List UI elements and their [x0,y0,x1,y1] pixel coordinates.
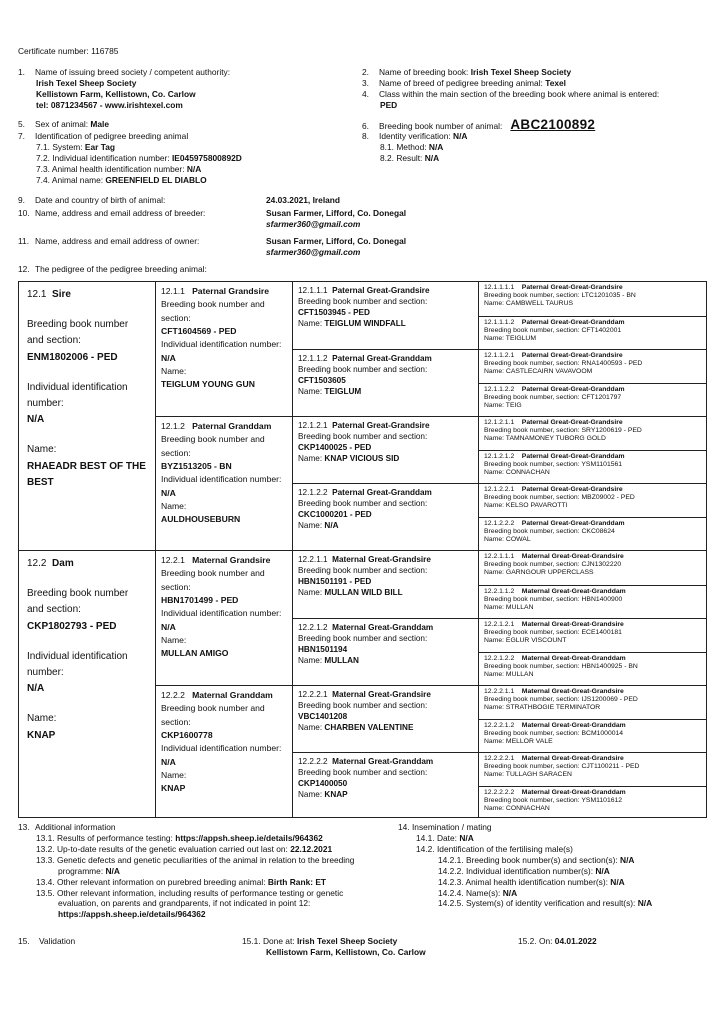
great-great-grandparent-cell: 12.2.1.1.2 Maternal Great-Great-Granddam Breeding book number, section: HBN1400900 Name: MULLAN [479,585,707,619]
great-great-grandparent-cell: 12.1.1.1.2 Paternal Great-Great-Granddam Breeding book number, section: CFT1402001 Name: TEIGLUM [479,316,707,350]
performance-testing-link: https://appsh.sheep.ie/details/964362 [175,832,323,843]
great-great-grandparent-cell: 12.1.1.1.1 Paternal Great-Great-Grandsire Breeding book number, section: LTC1201035 - BN Name: CAMBWELL TAURUS [484,284,636,308]
great-great-grandparent-cell: 12.2.1.2.1 Maternal Great-Great-Grandsire Breeding book number, section: ECE1400181 Name: EGLUR VISCOUNT [479,618,707,652]
great-grandparent-cell: 12.2.2.1 Maternal Great-Grandsire Breeding book number and section: VBC1401208 Name: CHARBEN VALENTINE [293,685,478,752]
pedigree-table [18,281,707,818]
class-section: 4. Class within the main section of the breeding book where animal is entered: [362,88,660,99]
great-grandparents-maternal [293,551,479,818]
sire-cell: 12.1 Sire Breeding book number and section: ENM1802006 - PED Individual identification number: N/A Name: RHAEADR BEST OF THE BEST [19,282,156,550]
animal-book-number: ABC2100892 [510,117,596,132]
grandparent-cell: 12.1.2 Paternal Granddam Breeding book number and section: BYZ1513205 - BN Individual identification number: N/A Name: AULDHOUSEBURN [156,416,292,550]
section-1: 1. Name of issuing breed society / competent authority: Irish Texel Sheep Society Kellistown Farm, Kellistown, Co. Carlow tel: 0871234567 - www.irishtexel.com [18,67,231,110]
owner-label: 11. Name, address and email address of owner: [18,236,200,246]
society-contact: tel: 0871234567 - www.irishtexel.com [36,99,183,110]
great-grandparent-cell: 12.1.1.2 Paternal Great-Granddam Breeding book number and section: CFT1503605 Name: TEIGLUM [293,349,478,416]
great-great-grandparents-maternal [479,551,707,818]
great-grandparent-cell: 12.1.1.1 Paternal Great-Grandsire Breeding book number and section: CFT1503945 - PED Name: TEIGLUM WINDFALL [298,286,430,329]
date-of-birth-value: 24.03.2021, Ireland [266,195,341,205]
validation-label: 15. Validation [18,936,76,946]
great-grandparent-cell: 12.1.2.2 Paternal Great-Granddam Breeding book number and section: CKC1000201 - PED Name: N/A [293,483,478,550]
great-great-grandparents-paternal [479,282,707,550]
certificate-number-value: 116785 [91,46,119,56]
section-8-verification: 8. Identity verification: N/A 8.1. Method: N/A 8.2. Result: N/A [362,131,468,163]
validation-date: 15.2. On: 04.01.2022 [518,936,597,946]
section-14-insemination: 14. Insemination / mating 14.1. Date: N/A 14.2. Identification of the fertilising male(s) 14.2.1. Breeding book number(s) and section(s): N/A 14.2.2. Individual identification number(s): N/A 14.2.3. Animal health identification number(s): N/A 14.2.4. Name(s): N/A 14.2.5. System(s) of identity verification and result(s): N/A [398,822,653,909]
great-great-grandparent-cell: 12.2.2.1.2 Maternal Great-Great-Granddam Breeding book number, section: BCM1000014 Name: MELLOR VALE [479,719,707,753]
breed-name: 3. Name of breed of pedigree breeding animal: Texel [362,77,567,88]
great-great-grandparent-cell: 12.2.1.2.2 Maternal Great-Great-Granddam Breeding book number, section: HBN1400925 - BN Name: MULLAN [479,652,707,686]
great-grandparent-cell: 12.2.2.2 Maternal Great-Granddam Breeding book number and section: CKP1400050 Name: KNAP [293,752,478,819]
section-2-4: 2. Name of breeding book: Irish Texel Sheep Society 3. Name of breed of pedigree breeding animal: Texel 4. Class within the main section of the breeding book where animal is entered: PED [362,67,707,111]
breeder-label: 10. Name, address and email address of breeder: [18,208,206,218]
breeding-book-number: 6. Breeding book number of animal: ABC2100892 [362,117,596,132]
dam-cell: 12.2 Dam Breeding book number and section: CKP1802793 - PED Individual identification number: N/A Name: KNAP [19,551,156,818]
grandparent-cell: 12.1.1 Paternal Grandsire Breeding book number and section: CFT1604569 - PED Individual identification number: N/A Name: TEIGLUM YOUNG GUN [161,286,282,390]
great-great-grandparent-cell: 12.1.2.1.2 Paternal Great-Great-Granddam Breeding book number, section: YSM1101561 Name: CONNACHAN [479,450,707,484]
society-name: Irish Texel Sheep Society [36,77,137,88]
great-great-grandparent-cell: 12.2.2.2.2 Maternal Great-Great-Granddam Breeding book number, section: YSM1101612 Name: CONNACHAN [479,786,707,820]
great-great-grandparent-cell: 12.1.2.2.1 Paternal Great-Great-Grandsire Breeding book number, section: MBZ09002 - PED Name: KELSO PAVAROTTI [479,483,707,517]
great-great-grandparent-cell: 12.1.2.2.2 Paternal Great-Great-Granddam Breeding book number, section: CKC08624 Name: COWAL [479,517,707,551]
date-of-birth-label: 9. Date and country of birth of animal: [18,195,166,205]
society-address: Kellistown Farm, Kellistown, Co. Carlow [36,88,196,99]
dam-side [19,550,706,818]
great-great-grandparent-cell: 12.2.2.1.1 Maternal Great-Great-Grandsire Breeding book number, section: IJS1200069 - PED Name: STRATHBOGIE TERMINATOR [479,685,707,719]
great-great-grandparent-cell: 12.1.2.1.1 Paternal Great-Great-Grandsire Breeding book number, section: SRY1200619 - PED Name: TAMNAMONEY TUBORG GOLD [479,416,707,450]
great-grandparent-cell: 12.1.2.1 Paternal Great-Grandsire Breeding book number and section: CKP1400025 - PED Name: KNAP VICIOUS SID [293,416,478,483]
grandparents-paternal [156,282,293,550]
great-grandparents-paternal [293,282,479,550]
great-great-grandparent-cell: 12.2.2.2.1 Maternal Great-Great-Grandsire Breeding book number, section: CJT1100211 - PED Name: TULLAGH SARACEN [479,752,707,786]
grandparent-cell: 12.2.2 Maternal Granddam Breeding book number and section: CKP1600778 Individual identification number: N/A Name: KNAP [156,685,292,819]
grandparents-maternal [156,551,293,818]
sire-side [19,282,706,550]
great-grandparent-cell: 12.2.1.2 Maternal Great-Granddam Breeding book number and section: HBN1501194 Name: MULLAN [293,618,478,685]
section-13-additional-info: 13. Additional information 13.1. Results of performance testing: https://appsh.sheep.ie/details/964362 13.2. Up-to-date results of the genetic evaluation carried out last on: 22.12.2021 13.3. Genetic defects and genetic peculiarities of the animal in relation to the breeding programme: N/A 13.4. Other relevant information on purebred breeding animal: Birth Rank: ET 13.5. Other relevant information, including results of performance testing or genetic evaluation, on parents and grandparents, if not indicated in point 12: https://appsh.sheep.ie/details/964362 [18,822,355,920]
great-great-grandparent-cell: 12.1.1.2.2 Paternal Great-Great-Granddam Breeding book number, section: CFT1201797 Name: TEIG [479,383,707,417]
great-grandparent-cell: 12.2.1.1 Maternal Great-Grandsire Breeding book number and section: HBN1501191 - PED Name: MULLAN WILD BILL [298,555,431,598]
parents-evaluation-link: https://appsh.sheep.ie/details/964362 [58,909,206,920]
breeder-value: Susan Farmer, Lifford, Co. Donegal sfarmer360@gmail.com [266,208,407,229]
certificate-number: Certificate number: 116785 [18,46,119,56]
great-great-grandparent-cell: 12.1.1.2.1 Paternal Great-Great-Grandsire Breeding book number, section: RNA1400593 - PED Name: CASTLECAIRN VAVAVOOM [479,349,707,383]
grandparent-cell: 12.2.1 Maternal Grandsire Breeding book number and section: HBN1701499 - PED Individual identification number: N/A Name: MULLAN AMIGO [161,555,282,659]
sex-of-animal: 5. Sex of animal: Male [18,119,110,129]
pedigree-heading: 12. The pedigree of the pedigree breeding animal: [18,264,207,274]
breeding-book-name: 2. Name of breeding book: Irish Texel Sheep Society [362,67,572,77]
great-great-grandparent-cell: 12.2.1.1.1 Maternal Great-Great-Grandsire Breeding book number, section: CJN1302220 Name: GARNGOUR UPPERCLASS [484,553,624,577]
validation-done-at: 15.1. Done at: Irish Texel Sheep Society Kellistown Farm, Kellistown, Co. Carlow [242,936,426,957]
owner-value: Susan Farmer, Lifford, Co. Donegal sfarmer360@gmail.com [266,236,407,257]
section-7-identification: 7. Identification of pedigree breeding animal 7.1. System: Ear Tag 7.2. Individual identification number: IE045975800892D 7.3. Animal health identification number: N/A 7.4. Animal name: GREENFIELD EL DIABLO [18,131,242,185]
